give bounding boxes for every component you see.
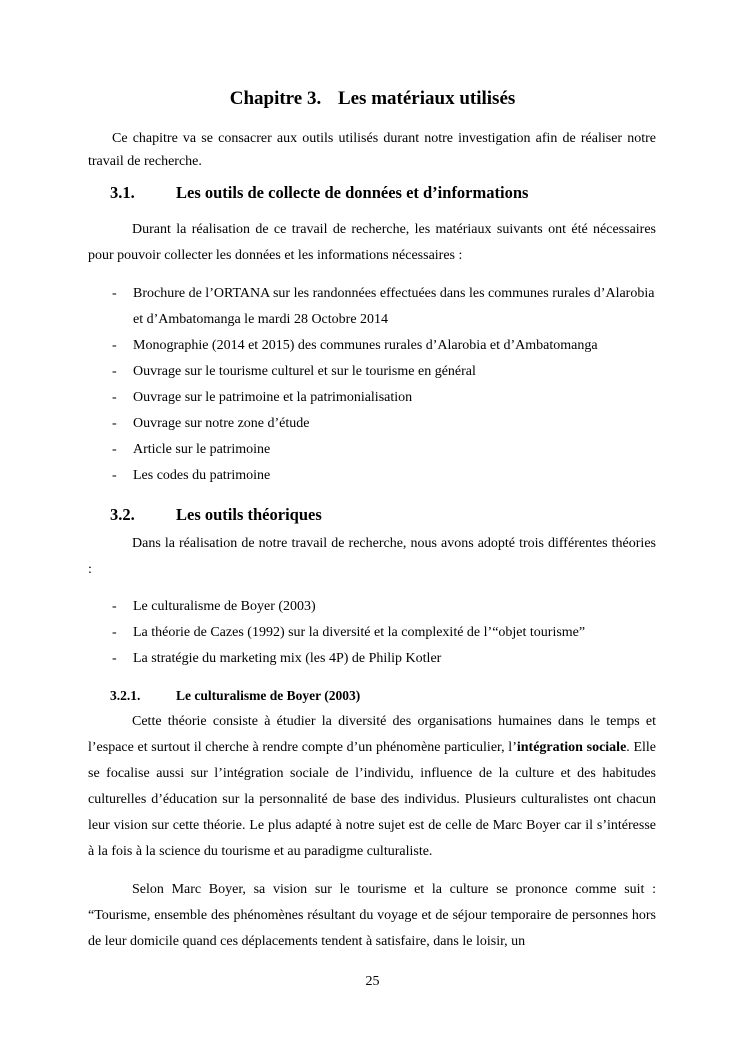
list-item-text: Brochure de l’ORTANA sur les randonnées effectuées dans les communes rurales d’Alarobia et d’Ambatomanga le mardi 28 Octobre 2014 [133, 286, 655, 327]
section-number: 3.2.1. [110, 688, 141, 703]
list-item-text: Les codes du patrimoine [133, 468, 271, 483]
list-item-text: Le culturalisme de Boyer (2003) [133, 599, 316, 614]
list-item: - Ouvrage sur le patrimoine et la patrimonialisation [112, 390, 413, 405]
chapter-intro: Ce chapitre va se consacrer aux outils utilisés durant notre investigation afin de réaliser notre travail de recherche. [88, 131, 656, 169]
chapter-title-text: Les matériaux utilisés [337, 88, 516, 109]
list-item-text: Article sur le patrimoine [133, 442, 271, 457]
section-title: Le culturalisme de Boyer (2003) [176, 688, 361, 703]
list-item-text: Ouvrage sur notre zone d’étude [133, 416, 310, 431]
chapter-number: Chapitre 3. [229, 88, 322, 109]
section-number: 3.2. [110, 505, 135, 524]
section-3-2-heading [110, 504, 322, 526]
section-3-2-1-paragraph-1 [88, 709, 656, 865]
list-item: - La stratégie du marketing mix (les 4P) de Philip Kotler [112, 651, 442, 666]
section-3-1-paragraph: Durant la réalisation de ce travail de recherche, les matériaux suivants ont été nécessaires pour pouvoir collecter les données et les informations nécessaires : [88, 222, 656, 263]
list-item: - Ouvrage sur notre zone d’étude [112, 416, 310, 431]
section-title: Les outils de collecte de données et d’informations [176, 183, 529, 202]
chapter-title [0, 88, 745, 110]
list-item: - Monographie (2014 et 2015) des communes rurales d’Alarobia et d’Ambatomanga [112, 338, 598, 353]
section-3-2-1-heading [110, 686, 360, 706]
list-item: - Article sur le patrimoine [112, 442, 271, 457]
section-number: 3.1. [110, 183, 135, 202]
list-item-text: La théorie de Cazes (1992) sur la diversité et la complexité de l’“objet tourisme” [133, 625, 586, 640]
list-item: - Ouvrage sur le tourisme culturel et sur le tourisme en général [112, 364, 476, 379]
section-title: Les outils théoriques [176, 505, 322, 524]
paragraph-text: Cette théorie consiste à étudier la diversité des organisations humaines dans le temps et l’espace et surtout il cherche à rendre compte d’un phénomène particulier, l’ [88, 714, 656, 755]
section-3-2-paragraph: Dans la réalisation de notre travail de recherche, nous avons adopté trois différentes théories : [88, 536, 656, 577]
list-item: - La théorie de Cazes (1992) sur la diversité et la complexité de l’“objet tourisme” [112, 625, 586, 640]
paragraph-text: . Elle se focalise aussi sur l’intégration sociale de l’individu, influence de la culture et des habitudes culturelles d’éducation sur la personnalité de base des individus. Plusieurs culturalistes ont chacun leur vision sur cette théorie. Le plus adapté à notre sujet est de celle de Marc Boyer car il s’intéresse à la fois à la science du tourisme et au paradigme culturaliste. [88, 740, 657, 859]
list-item-text: La stratégie du marketing mix (les 4P) de Philip Kotler [133, 651, 442, 666]
section-3-2-1-paragraph-2: Selon Marc Boyer, sa vision sur le tourisme et la culture se prononce comme suit : “Tourisme, ensemble des phénomènes résultant du voyage et de séjour temporaire de personnes hors de leur domicile quand ces déplacements tendent à satisfaire, dans le loisir, un [88, 882, 656, 949]
section-3-1-heading [110, 182, 528, 204]
list-item-text: Ouvrage sur le patrimoine et la patrimonialisation [133, 390, 413, 405]
emphasis-text: intégration sociale [516, 740, 627, 755]
list-item: - Les codes du patrimoine [112, 468, 271, 483]
page-number: 25 [365, 974, 380, 989]
list-item-text: Ouvrage sur le tourisme culturel et sur le tourisme en général [133, 364, 476, 379]
list-item-text: Monographie (2014 et 2015) des communes rurales d’Alarobia et d’Ambatomanga [133, 338, 598, 353]
list-item: - Brochure de l’ORTANA sur les randonnées effectuées dans les communes rurales d’Alarobia et d’Ambatomanga le mardi 28 Octobre 2014 [112, 286, 655, 327]
collection-tools-list [88, 281, 656, 489]
list-item: - Le culturalisme de Boyer (2003) [112, 599, 316, 614]
theories-list [88, 594, 656, 672]
